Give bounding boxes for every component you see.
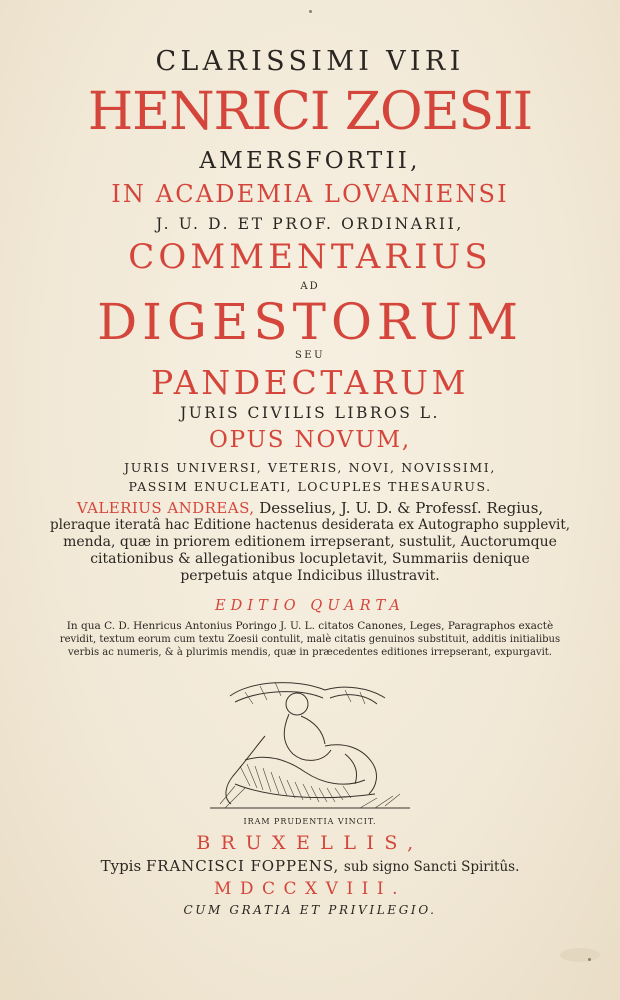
paper-speck-2 [588, 958, 591, 961]
imprint-printer-line [0, 857, 620, 875]
editor-line-3: menda, quæ in priorem editionem irrepserant, sustulit, Auctorumque [63, 534, 557, 550]
editor-line-4: citationibus & allegationibus locupletavit, Summariis denique [90, 551, 530, 567]
seu-line: SEU [294, 350, 326, 361]
editor-paragraph [40, 500, 580, 585]
editor-name: VALERIUS ANDREAS, [76, 499, 255, 517]
printer-name: FRANCISCI FOPPENS, [145, 857, 340, 875]
imprint-city: BRUXELLIS, [196, 832, 424, 854]
academy-line: IN ACADEMIA LOVANIENSI [111, 180, 509, 208]
degree-line: J. U. D. ET PROF. ORDINARII, [156, 215, 464, 233]
editor-line-5: perpetuis atque Indicibus illustravit. [180, 568, 440, 584]
juris-universi-line: JURIS UNIVERSI, VETERIS, NOVI, NOVISSIMI, [124, 460, 496, 475]
pandectarum-line: PANDECTARUM [150, 363, 470, 402]
revision-note [40, 620, 580, 659]
revision-line-2: revidit, textum eorum cum textu Zoesii contulit, malè citatis genuinos substituit, additis initialibus [59, 634, 561, 645]
edition-line: EDITIO QUARTA [215, 598, 405, 614]
ad-line: AD [300, 281, 320, 292]
thesaurus-line: PASSIM ENUCLEATI, LOCUPLES THESAURUS. [128, 479, 492, 494]
paper-speck [309, 10, 312, 13]
privilege-line: CUM GRATIA ET PRIVILEGIO. [183, 903, 437, 917]
printer-emblem-engraving [205, 676, 415, 814]
typis-word: Typis [100, 857, 142, 875]
editor-line-2: pleraque iteratâ hac Editione hactenus desiderata ex Autographo supplevit, [49, 517, 571, 533]
editor-title: Desselius, J. U. D. & Professſ. Regius, [254, 499, 544, 517]
digestorum-line: DIGESTORUM [97, 293, 523, 351]
author-origin: AMERSFORTII, [199, 148, 421, 174]
revision-line-3: verbis ac numeris, & à plurimis mendis, quæ in præcedentes editiones irrepserant, expurgavit. [68, 647, 552, 658]
juris-civilis-line: JURIS CIVILIS LIBROS L. [180, 404, 440, 422]
revision-line-1: In qua C. D. Henricus Antonius Poringo J. U. L. citatos Canones, Leges, Paragraphos exactè [66, 620, 554, 632]
emblem-motto: IRAM PRUDENTIA VINCIT. [243, 817, 377, 826]
title-line-clarissimi: CLARISSIMI VIRI [155, 46, 465, 77]
editor-line-1 [40, 500, 580, 517]
opus-novum-line: OPUS NOVUM, [208, 427, 412, 453]
author-name: HENRICI ZOESII [87, 82, 533, 142]
printer-address: sub signo Sancti Spiritûs. [343, 859, 520, 875]
imprint-year: MDCCXVIII. [214, 879, 406, 899]
commentarius-line: COMMENTARIUS [128, 237, 492, 277]
paper-stain [560, 948, 600, 962]
